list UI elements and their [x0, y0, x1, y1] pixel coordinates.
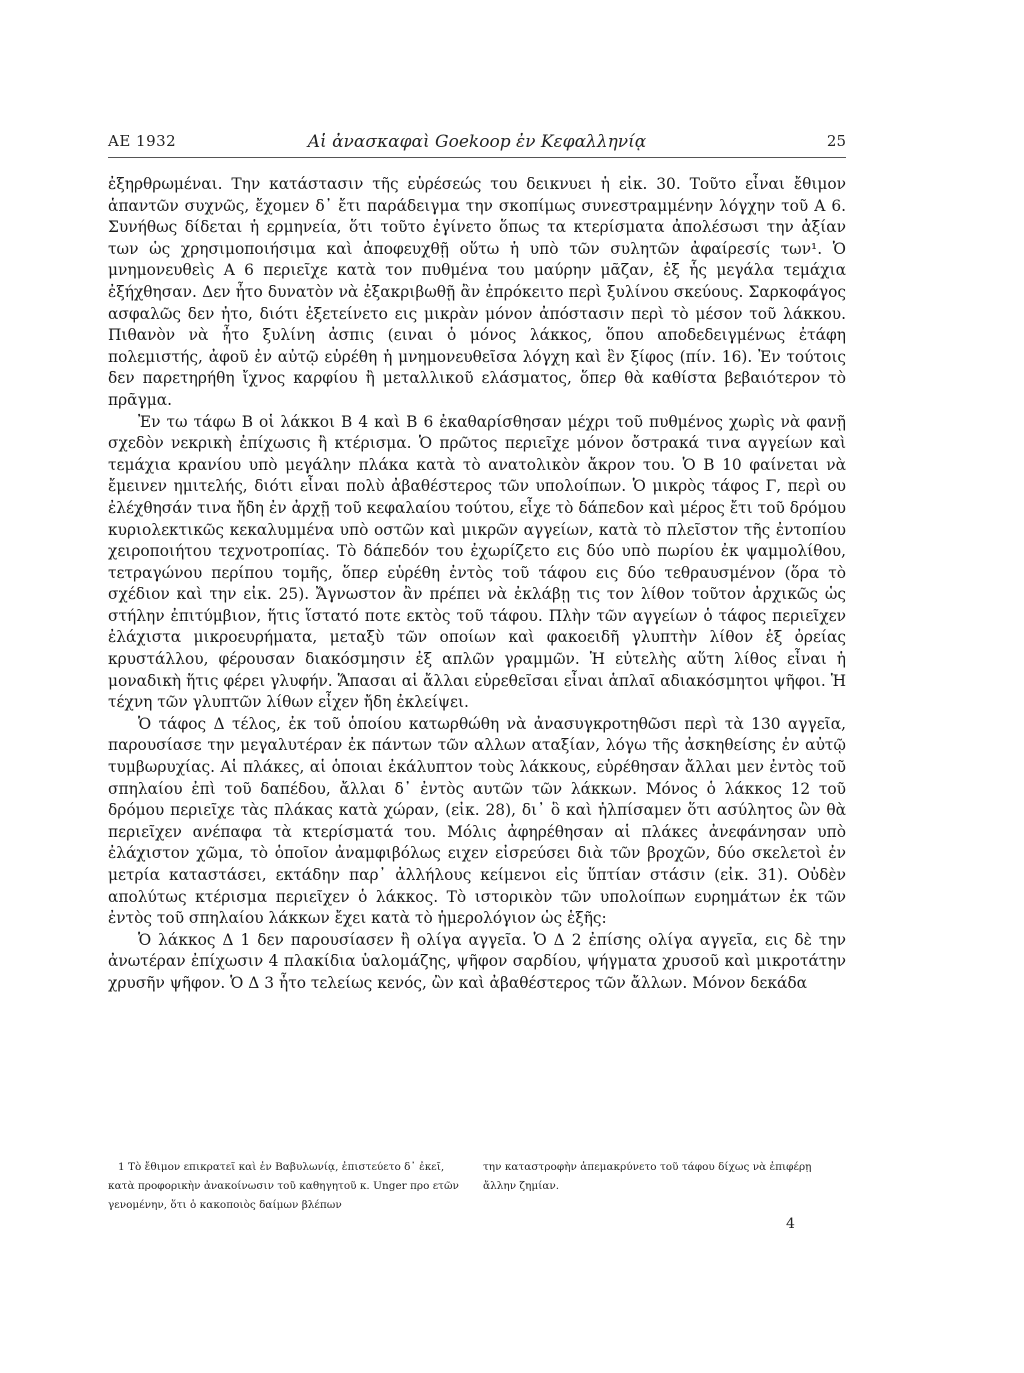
paragraph: ἐξηρθρωμέναι. Την κατάστασιν τῆς εὑρέσεώς του δεικνυει ἡ εἰκ. 30. Τοῦτο εἶναι ἔθιμον ἁπαντῶν συχνῶς, ἔχομεν δ᾽ ἔτι παράδειγμα την σκοπίμως συνεστραμμένην λόγχην τοῦ Α 6. Συνήθως δίδεται ἡ ερμηνεία, ὅτι τοῦτο ἐγίνετο ὅπως τα κτερίσματα ἀπολέσωσι την ἀξίαν των ὡς χρησιμοποιήσιμα καὶ ἀποφευχθῇ οὕτω ἡ υπὸ τῶν συλητῶν ἀφαίρεσίς των¹. Ὁ μνημονευθεὶς Α 6 περιεῖχε κατὰ τον πυθμένα του μαύρην μᾶζαν, ἐξ ἧς μεγάλα τεμάχια ἐξήχθησαν. Δεν ἦτο δυνατὸν νὰ ἐξακριβωθῇ ἂν ἐπρόκειτο περὶ ξυλίνου σκεύους. Σαρκοφάγος ασφαλῶς δεν ἠτο, διότι ἐξετείνετο εις μικρὰν μόνον ἀπόστασιν περὶ τὸ μέσον τοῦ λάκκου. Πιθανὸν νὰ ἦτο ξυλίνη ἀσπις (ειναι ὁ μόνος λάκκος, ὅπου αποδεδειγμένως ἐτάφη πολεμιστής, ἀφοῦ ἐν αὐτῷ εὑρέθη ἡ μνημονευθεῖσα λόγχη καὶ ἓν ξίφος (πίν. 16). Ἐν τούτοις δεν παρετηρήθη ἴχνος καρφίου ἢ μεταλλικοῦ ελάσματος, ὅπερ θὰ καθίστα βεβαιότερον τὸ πρᾶγμα. — [108, 175, 846, 409]
footnote-text: 1 Τὸ ἔθιμον επικρατεῖ καὶ ἐν Βαβυλωνίᾳ, ἐπιστεύετο δ᾽ ἐκεῖ, κατὰ προφορικὴν ἀνακοίνωσιν τοῦ καθηγητοῦ κ. Unger προ ετῶν γενομένην, ὅτι ὁ κακοποιὸς δαίμων βλέπων — [108, 1161, 459, 1211]
footnote-text: την καταστροφὴν ἀπεμακρύνετο τοῦ τάφου δίχως νὰ ἐπιφέρῃ ἄλλην ζημίαν. — [483, 1161, 812, 1192]
footnote-column-right — [483, 1158, 846, 1196]
paragraph: Ἐν τω τάφω Β οἱ λάκκοι Β 4 καὶ Β 6 ἐκαθαρίσθησαν μέχρι τοῦ πυθμένος χωρὶς νὰ φανῇ σχεδὸν νεκρικὴ ἐπίχωσις ἢ κτέρισμα. Ὁ πρῶτος περιεῖχε μόνον ὄστρακά τινα αγγείων καὶ τεμάχια κρανίου υπὸ μεγάλην πλάκα κατὰ τὸ ανατολικὸν ἄκρον του. Ὁ Β 10 φαίνεται νὰ ἔμεινεν ημιτελής, διότι εἶναι πολὺ ἀβαθέστερος τῶν υπολοίπων. Ὁ μικρὸς τάφος Γ, περὶ ου ἐλέχθησάν τινα ἤδη ἐν ἀρχῇ τοῦ κεφαλαίου τούτου, εἶχε τὸ δάπεδον καὶ μέρος ἔτι τοῦ δρόμου κυριολεκτικῶς κεκαλυμμένα υπὸ οστῶν καὶ μικρῶν αγγείων, κατὰ τὸ πλεῖστον τῆς ἐντοπίου χειροποιήτου τεχνοτροπίας. Τὸ δάπεδόν του ἐχωρίζετο εις δύο υπὸ πωρίου ἐκ ψαμμολίθου, τετραγώνου περίπου τομῆς, ὅπερ εὑρέθη ἐντὸς τοῦ τάφου εις δύο τεθραυσμένον (ὅρα τὸ σχέδιον καὶ την εἰκ. 25). Ἄγνωστον ἂν πρέπει νὰ ἐκλάβῃ τις τον λίθον τοῦτον ἀρχικῶς ὡς στήλην ἐπιτύμβιον, ἥτις ἵστατό ποτε εκτὸς τοῦ τάφου. Πλὴν τῶν αγγείων ὁ τάφος περιεῖχεν ἐλάχιστα μικροευρήματα, μεταξὺ τῶν οποίων καὶ φακοειδῆ γλυπτὴν λίθον ἐξ ὀρείας κρυστάλλου, φέρουσαν διακόσμησιν ἐξ απλῶν γραμμῶν. Ἡ εὐτελὴς αὕτη λίθος εἶναι ἡ μοναδικὴ ἥτις φέρει γλυφήν. Ἅπασαι αἱ ἄλλαι εὑρεθεῖσαι εἶναι ἁπλαῖ αδιακόσμητοι ψῆφοι. Ἡ τέχνη τῶν γλυπτῶν λίθων εἶχεν ἤδη ἐκλείψει. — [108, 412, 846, 712]
running-title: Αἱ ἀνασκαφαὶ Goekoop ἐν Κεφαλληνίᾳ — [307, 132, 647, 152]
page-number: 25 — [826, 132, 846, 150]
header-rule — [108, 157, 846, 158]
paragraph: Ὁ λάκκος Δ 1 δεν παρουσίασεν ἢ ολίγα αγγεῖα. Ὁ Δ 2 ἐπίσης ολίγα αγγεῖα, εις δὲ την ἀνωτέραν ἐπίχωσιν 4 πλακίδια ὑαλομάζης, ψῆφον σαρδίου, ψήγματα χρυσοῦ καὶ μικροτάτην χρυσῆν ψῆφον. Ὁ Δ 3 ἦτο τελείως κενός, ὢν καὶ ἀβαθέστερος τῶν ἄλλων. Μόνον δεκάδα — [108, 930, 846, 992]
running-header — [108, 132, 846, 154]
signature-mark: 4 — [786, 1216, 795, 1232]
journal-ref: AE 1932 — [108, 132, 177, 150]
body-text — [108, 174, 846, 995]
footnote-column-left — [108, 1158, 463, 1215]
paragraph: Ὁ τάφος Δ τέλος, ἐκ τοῦ ὁποίου κατωρθώθη νὰ ἀνασυγκροτηθῶσι περὶ τὰ 130 αγγεῖα, παρουσίασε την μεγαλυτέραν ἐκ πάντων τῶν αλλων αταξίαν, λόγω τῆς ἀσκηθείσης ἐν αὐτῷ τυμβωρυχίας. Αἱ πλάκες, αἱ ὁποιαι ἐκάλυπτον τοὺς λάκκους, εὑρέθησαν ἄλλαι μεν ἐντὸς τοῦ σπηλαίου ἐπὶ τοῦ δαπέδου, ἄλλαι δ᾽ ἐντὸς αυτῶν τῶν λάκκων. Μόνος ὁ λάκκος 12 τοῦ δρόμου περιεῖχε τὰς πλάκας κατὰ χώραν, (εἰκ. 28), δι᾽ ὃ καὶ ἠλπίσαμεν ὅτι ασύλητος ὢν θὰ περιεῖχεν ανέπαφα τὰ κτερίσματά του. Μόλις ἀφηρέθησαν αἱ πλάκες ἀνεφάνησαν υπὸ ἐλάχιστον χῶμα, τὸ ὁποῖον ἀναμφιβόλως ειχεν εἰσρεύσει διὰ τῶν βροχῶν, δύο σκελετοὶ ἐν μετρία καταστάσει, εκτάδην παρ᾽ ἀλλήλους κείμενοι εἰς ὕπτίαν στάσιν (εἰκ. 31). Οὐδὲν απολύτως κτέρισμα περιεῖχεν ὁ λάκκος. Τὸ ιστορικὸν τῶν υπολοίπων ευρημάτων ἐκ τῶν ἐντὸς τοῦ σπηλαίου λάκκων ἔχει κατὰ τὸ ἡμερολόγιον ὡς ἑξῆς: — [108, 714, 846, 928]
